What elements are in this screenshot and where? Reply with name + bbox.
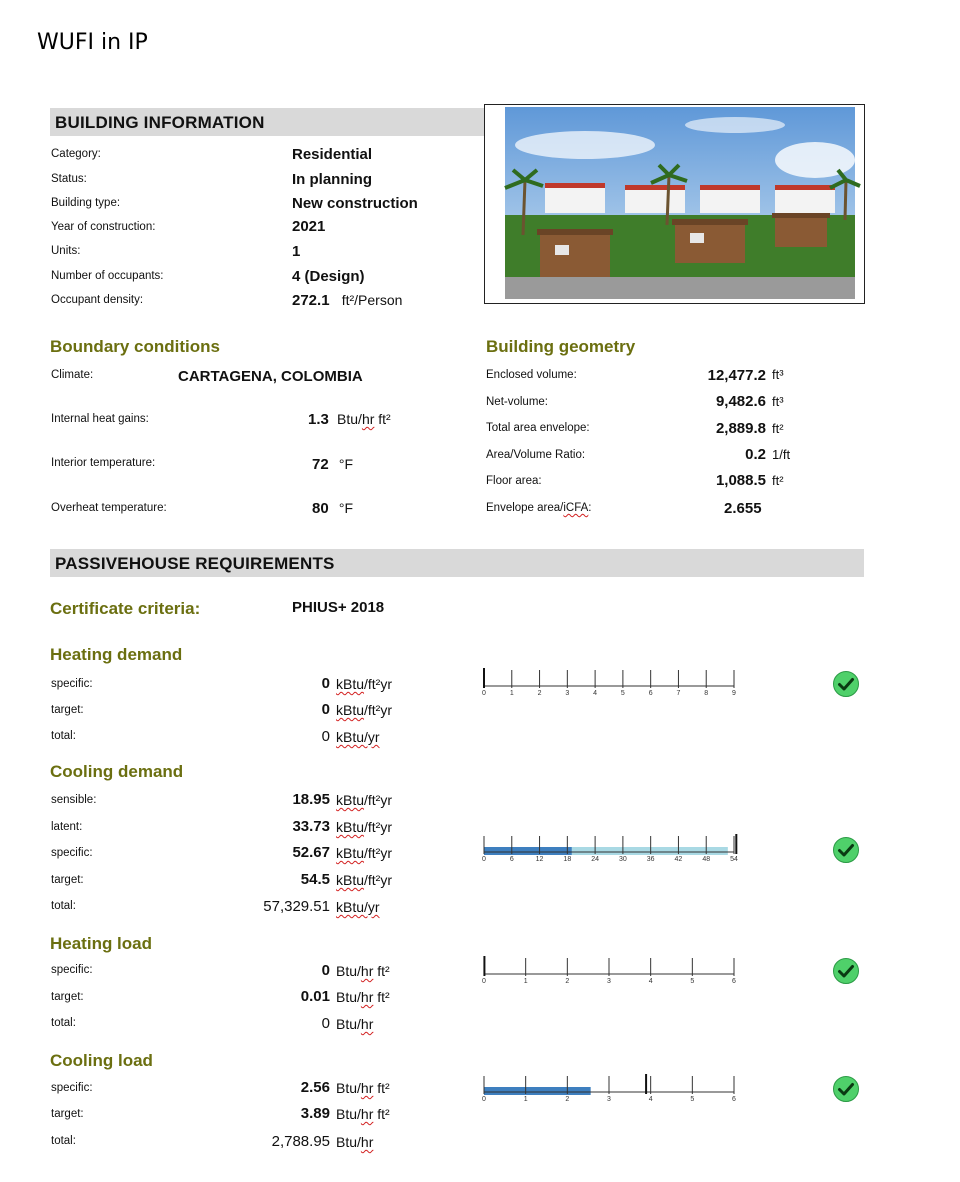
- unit-part-underlined: kBtu: [336, 845, 365, 861]
- unit-part: Btu/: [336, 1134, 361, 1150]
- total-area-envelope-label: Total area envelope:: [486, 422, 590, 434]
- unit-part: Btu/: [336, 1016, 361, 1032]
- unit-part-underlined: hr: [360, 1080, 374, 1096]
- scale-bar-value: [484, 847, 572, 855]
- year-of-construction-value: 2021: [292, 218, 326, 235]
- overheat-temperature-number: 80: [312, 500, 329, 517]
- cooling-demand-total-label: total:: [51, 900, 76, 912]
- cooling-load-target-label: target:: [51, 1108, 84, 1120]
- cooling-load-specific-unit: [336, 1080, 390, 1096]
- building-information-band: [50, 108, 485, 136]
- area-volume-ratio-label: Area/Volume Ratio:: [486, 449, 586, 461]
- scale-tick-label: 6: [732, 1096, 736, 1103]
- unit-part-underlined: kBtu/yr: [336, 899, 380, 915]
- check-icon-graphic: [832, 670, 860, 698]
- unit-part: /ft²yr: [364, 872, 393, 888]
- area-volume-ratio-value: 0.2: [745, 446, 766, 463]
- unit-part-underlined: kBtu: [336, 792, 365, 808]
- heating-load-scale: [482, 956, 736, 985]
- cooling-load-scale: [482, 1074, 736, 1103]
- scale-graphic: [482, 834, 738, 870]
- scale-graphic: [484, 668, 734, 704]
- net-volume-unit: ft³: [772, 394, 784, 409]
- cooling-demand-sensible-label: sensible:: [51, 794, 97, 806]
- scale-tick-label: 8: [704, 690, 709, 697]
- heating-demand-total-label: total:: [51, 730, 76, 742]
- climate-label: Climate:: [51, 369, 94, 381]
- scale-tick-label: 0: [482, 978, 486, 985]
- unit-part-underlined: hr: [360, 1016, 374, 1032]
- heating-load-specific-unit: [336, 963, 390, 979]
- document-title: WUFI in IP: [37, 30, 148, 55]
- scale-graphic: [484, 1074, 734, 1110]
- cooling-load-heading: Cooling load: [50, 1051, 153, 1070]
- unit-part: ft²: [374, 411, 391, 427]
- label-part-underlined: iCFA: [563, 502, 589, 514]
- check-icon-circle: [834, 672, 859, 697]
- internal-heat-gains-unit: [337, 411, 391, 427]
- unit-part: Btu/: [336, 963, 361, 979]
- unit-part: ft²: [373, 1106, 390, 1122]
- category-label: Category:: [51, 148, 101, 160]
- check-icon-circle: [834, 1077, 859, 1102]
- cooling-demand-total-unit: [336, 899, 380, 915]
- unit-part: Btu/: [336, 1106, 361, 1122]
- internal-heat-gains-number: 1.3: [308, 411, 329, 428]
- unit-part: /ft²yr: [364, 702, 393, 718]
- heating-demand-heading: Heating demand: [50, 645, 183, 664]
- scale-tick-label: 4: [593, 690, 598, 697]
- scale-graphic: [484, 956, 734, 992]
- occupant-density-value: [292, 292, 402, 309]
- climate-value: CARTAGENA, COLOMBIA: [178, 368, 363, 385]
- cooling-demand-specific-unit: [336, 845, 392, 861]
- heating-demand-specific-unit: [336, 676, 392, 692]
- cooling-demand-check-icon: [832, 836, 860, 864]
- interior-temperature-unit: °F: [338, 456, 354, 472]
- scale-tick-label: 6: [648, 690, 653, 697]
- scale-tick-label: 4: [648, 978, 653, 985]
- scale-tick-label: 0: [482, 690, 486, 697]
- unit-part-underlined: kBtu: [336, 872, 365, 888]
- scale-tick-label: 42: [674, 856, 683, 863]
- unit-part-underlined: hr: [360, 989, 374, 1005]
- heating-load-target-value: 0.01: [300, 988, 330, 1005]
- scale-tick-label: 9: [732, 690, 736, 697]
- unit-part: /ft²yr: [364, 845, 393, 861]
- cooling-load-specific-label: specific:: [51, 1082, 93, 1094]
- total-area-envelope-unit: ft²: [772, 421, 784, 436]
- heating-demand-total-value: 0: [321, 728, 330, 745]
- occupant-density-number: 272.1: [292, 292, 330, 309]
- boundary-conditions-heading: Boundary conditions: [50, 337, 220, 356]
- envelope-area-icfa-value: 2.655: [724, 500, 762, 517]
- scale-tick-label: 2: [565, 978, 570, 985]
- overheat-temperature-unit: °F: [338, 500, 354, 516]
- envelope-area-icfa-label: [486, 502, 592, 514]
- heating-load-target-unit: [336, 989, 390, 1005]
- overheat-temperature-value: [312, 500, 353, 517]
- unit-part: /ft²yr: [364, 819, 393, 835]
- heating-demand-specific-label: specific:: [51, 678, 93, 690]
- occupants-label: Number of occupants:: [51, 270, 164, 282]
- unit-part-underlined: hr: [360, 1106, 374, 1122]
- cooling-demand-specific-value: 52.67: [292, 844, 330, 861]
- unit-part-underlined: kBtu: [336, 819, 365, 835]
- scale-tick-label: 6: [509, 856, 514, 863]
- cooling-demand-target-unit: [336, 872, 392, 888]
- building-type-label: Building type:: [51, 197, 121, 209]
- net-volume-label: Net-volume:: [486, 396, 548, 408]
- heating-load-total-unit: [336, 1016, 373, 1032]
- cooling-demand-target-value: 54.5: [300, 871, 330, 888]
- check-icon-circle: [834, 838, 859, 863]
- unit-part: /ft²yr: [364, 676, 393, 692]
- cooling-demand-target-label: target:: [51, 874, 84, 886]
- interior-temperature-value: [312, 456, 353, 473]
- certificate-criteria-value: PHIUS+ 2018: [292, 599, 385, 616]
- unit-part: Btu/: [336, 1080, 361, 1096]
- occupants-value: 4 (Design): [292, 268, 365, 285]
- cooling-load-total-value: 2,788.95: [271, 1133, 330, 1150]
- check-icon-graphic: [832, 957, 860, 985]
- scale-tick-label: 7: [676, 690, 681, 697]
- heating-load-total-label: total:: [51, 1017, 76, 1029]
- units-value: 1: [292, 243, 301, 260]
- enclosed-volume-value: 12,477.2: [707, 367, 766, 384]
- cooling-demand-scale: [482, 834, 738, 863]
- scale-tick-label: 24: [591, 856, 600, 863]
- cooling-demand-latent-unit: [336, 819, 392, 835]
- heating-demand-specific-value: 0: [321, 675, 330, 692]
- floor-area-label: Floor area:: [486, 475, 542, 487]
- building-rendering-picture: [485, 105, 864, 303]
- heating-load-specific-label: specific:: [51, 964, 93, 976]
- heating-demand-total-unit: [336, 729, 380, 745]
- scale-tick-label: 6: [732, 978, 736, 985]
- unit-part-underlined: hr: [361, 411, 375, 427]
- category-value: Residential: [292, 146, 373, 163]
- cooling-demand-latent-value: 33.73: [292, 818, 330, 835]
- scale-tick-label: 2: [565, 1096, 570, 1103]
- scale-tick-label: 48: [702, 856, 711, 863]
- unit-part-underlined: kBtu: [336, 676, 365, 692]
- cooling-demand-sensible-value: 18.95: [292, 791, 330, 808]
- scale-tick-label: 1: [509, 690, 514, 697]
- cooling-load-check-icon: [832, 1075, 860, 1103]
- building-information-heading: BUILDING INFORMATION: [55, 113, 265, 132]
- check-icon-graphic: [832, 1075, 860, 1103]
- status-label: Status:: [51, 173, 87, 185]
- cooling-demand-specific-label: specific:: [51, 847, 93, 859]
- heating-load-specific-value: 0: [321, 962, 330, 979]
- scale-tick-label: 5: [690, 1096, 695, 1103]
- scale-tick-label: 18: [563, 856, 572, 863]
- unit-part-underlined: kBtu/yr: [336, 729, 380, 745]
- cooling-load-specific-value: 2.56: [300, 1079, 330, 1096]
- unit-part: /ft²yr: [364, 792, 393, 808]
- cooling-load-total-label: total:: [51, 1135, 76, 1147]
- check-icon-graphic: [832, 836, 860, 864]
- building-type-value: New construction: [292, 195, 418, 212]
- scale-tick-label: 3: [565, 690, 570, 697]
- internal-heat-gains-label: Internal heat gains:: [51, 413, 149, 425]
- net-volume-value: 9,482.6: [715, 393, 766, 410]
- total-area-envelope-value: 2,889.8: [715, 420, 766, 437]
- scale-tick-label: 1: [523, 1096, 528, 1103]
- certificate-criteria-label: Certificate criteria:: [50, 599, 201, 618]
- area-volume-ratio-unit: 1/ft: [772, 447, 791, 462]
- scale-tick-label: 3: [607, 978, 611, 985]
- scale-tick-label: 12: [535, 856, 544, 863]
- scale-tick-label: 54: [730, 856, 738, 863]
- unit-part-underlined: kBtu: [336, 702, 365, 718]
- passivehouse-requirements-band: [50, 549, 864, 577]
- cooling-load-target-value: 3.89: [300, 1105, 330, 1122]
- unit-part: Btu/: [336, 989, 361, 1005]
- heating-load-heading: Heating load: [50, 934, 153, 953]
- scale-tick-label: 3: [607, 1096, 611, 1103]
- occupant-density-unit: ft²/Person: [341, 292, 403, 308]
- scale-tick-label: 5: [620, 690, 625, 697]
- unit-part: ft²: [373, 963, 390, 979]
- label-part: :: [588, 502, 592, 514]
- heating-demand-target-label: target:: [51, 704, 84, 716]
- scale-bar-value: [484, 1087, 591, 1095]
- heating-load-check-icon: [832, 957, 860, 985]
- scale-tick-label: 2: [537, 690, 542, 697]
- scale-tick-label: 4: [648, 1096, 653, 1103]
- unit-part-underlined: hr: [360, 1134, 374, 1150]
- floor-area-value: 1,088.5: [715, 472, 766, 489]
- status-value: In planning: [292, 171, 372, 188]
- cooling-demand-total-value: 57,329.51: [263, 898, 330, 915]
- heating-demand-target-unit: [336, 702, 392, 718]
- heating-demand-target-value: 0: [321, 701, 330, 718]
- scale-tick-label: 0: [482, 856, 486, 863]
- heating-demand-scale: [482, 668, 736, 697]
- cooling-demand-sensible-unit: [336, 792, 392, 808]
- passivehouse-requirements-heading: PASSIVEHOUSE REQUIREMENTS: [55, 554, 335, 573]
- label-part: Envelope area/: [486, 502, 564, 514]
- unit-part: ft²: [373, 989, 390, 1005]
- cooling-demand-heading: Cooling demand: [50, 762, 184, 781]
- cooling-demand-latent-label: latent:: [51, 821, 83, 833]
- unit-part: ft²: [373, 1080, 390, 1096]
- heating-demand-check-icon: [832, 670, 860, 698]
- enclosed-volume-unit: ft³: [772, 367, 784, 382]
- scale-tick-label: 0: [482, 1096, 486, 1103]
- interior-temperature-number: 72: [312, 456, 329, 473]
- unit-part: Btu/: [337, 411, 362, 427]
- cooling-load-total-unit: [336, 1134, 373, 1150]
- heating-load-target-label: target:: [51, 991, 84, 1003]
- heating-load-total-value: 0: [321, 1015, 330, 1032]
- scale-tick-label: 1: [523, 978, 528, 985]
- building-rendering-image: [484, 104, 865, 304]
- unit-part-underlined: hr: [360, 963, 374, 979]
- building-geometry-heading: Building geometry: [486, 337, 636, 356]
- scale-tick-label: 36: [646, 856, 655, 863]
- internal-heat-gains-value: [308, 411, 391, 428]
- units-label: Units:: [51, 245, 81, 257]
- cooling-load-target-unit: [336, 1106, 390, 1122]
- scale-tick-label: 5: [690, 978, 695, 985]
- occupant-density-label: Occupant density:: [51, 294, 144, 306]
- check-icon-circle: [834, 959, 859, 984]
- year-of-construction-label: Year of construction:: [51, 221, 156, 233]
- enclosed-volume-label: Enclosed volume:: [486, 369, 577, 381]
- overheat-temperature-label: Overheat temperature:: [51, 502, 167, 514]
- floor-area-unit: ft²: [772, 473, 784, 488]
- scale-tick-label: 30: [618, 856, 627, 863]
- interior-temperature-label: Interior temperature:: [51, 457, 156, 469]
